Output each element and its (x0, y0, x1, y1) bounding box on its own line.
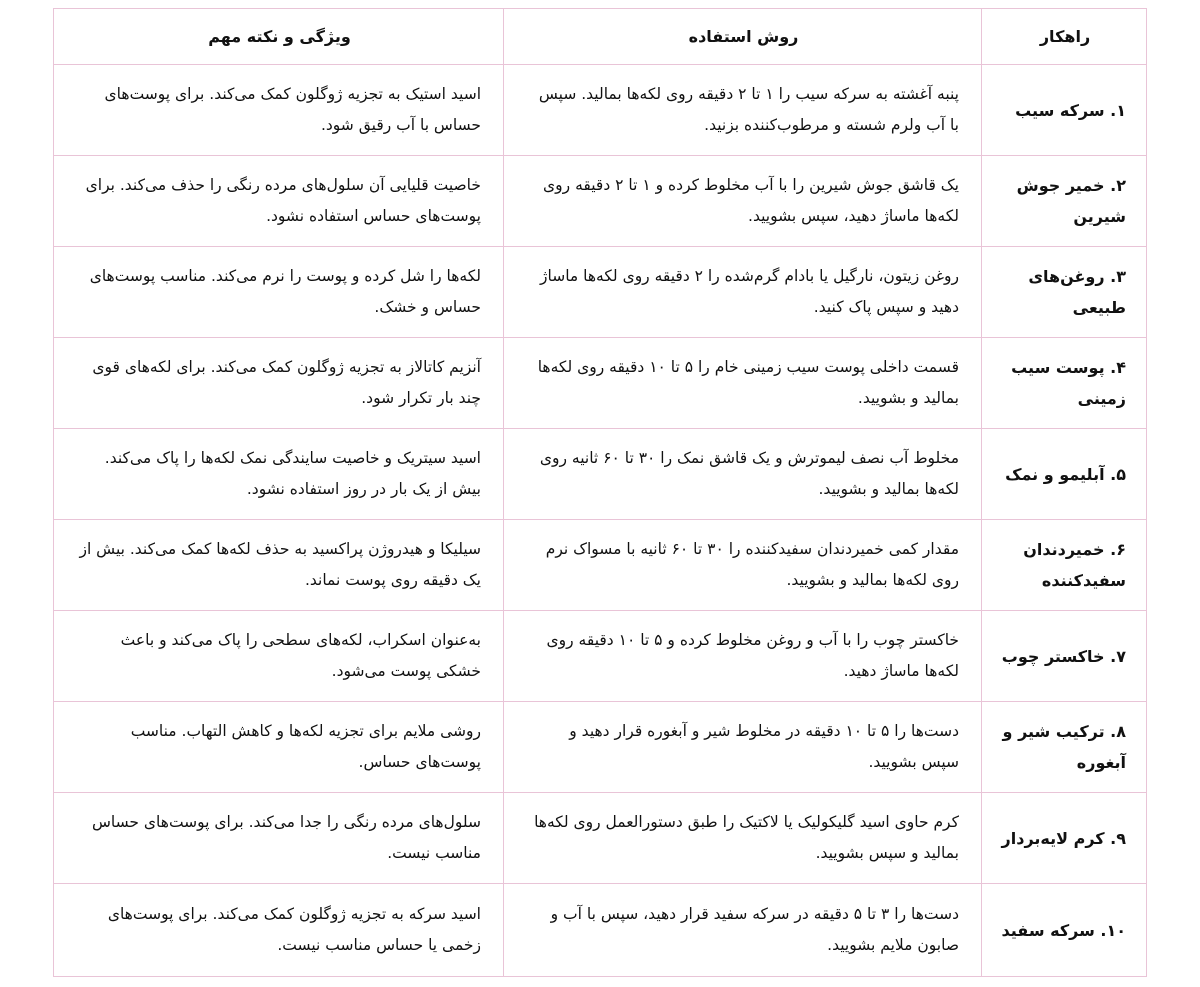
header-remedy: راهکار (982, 9, 1147, 65)
feature-cell: اسید سیتریک و خاصیت سایندگی نمک لکه‌ها را پاک می‌کند. بیش از یک بار در روز استفاده نشود. (54, 429, 504, 520)
feature-cell: آنزیم کاتالاز به تجزیه ژوگلون کمک می‌کند. برای لکه‌های قوی چند بار تکرار شود. (54, 338, 504, 429)
table-row (54, 156, 1147, 247)
method-cell: کرم حاوی اسید گلیکولیک یا لاکتیک را طبق دستورالعمل روی لکه‌ها بمالید و سپس بشویید. (504, 793, 982, 884)
method-cell: پنبه آغشته به سرکه سیب را ۱ تا ۲ دقیقه روی لکه‌ها بمالید. سپس با آب ولرم شسته و مرطوب‌کننده بزنید. (504, 65, 982, 156)
table-row (54, 520, 1147, 611)
feature-cell: اسید سرکه به تجزیه ژوگلون کمک می‌کند. برای پوست‌های زخمی یا حساس مناسب نیست. (54, 884, 504, 977)
remedy-cell: ۳. روغن‌های طبیعی (982, 247, 1147, 338)
feature-cell: به‌عنوان اسکراب، لکه‌های سطحی را پاک می‌کند و باعث خشکی پوست می‌شود. (54, 611, 504, 702)
feature-cell: سیلیکا و هیدروژن پراکسید به حذف لکه‌ها کمک می‌کند. بیش از یک دقیقه روی پوست نماند. (54, 520, 504, 611)
method-cell: یک قاشق جوش شیرین را با آب مخلوط کرده و ۱ تا ۲ دقیقه روی لکه‌ها ماساژ دهید، سپس بشویید. (504, 156, 982, 247)
remedy-cell: ۱۰. سرکه سفید (982, 884, 1147, 977)
method-cell: روغن زیتون، نارگیل یا بادام گرم‌شده را ۲ دقیقه روی لکه‌ها ماساژ دهید و سپس پاک کنید. (504, 247, 982, 338)
remedy-cell: ۸. ترکیب شیر و آبغوره (982, 702, 1147, 793)
table-header-row (54, 9, 1147, 65)
method-cell: مخلوط آب نصف لیموترش و یک قاشق نمک را ۳۰ تا ۶۰ ثانیه روی لکه‌ها بمالید و بشویید. (504, 429, 982, 520)
remedies-table (53, 8, 1147, 977)
table-row (54, 884, 1147, 977)
header-method: روش استفاده (504, 9, 982, 65)
remedy-cell: ۲. خمیر جوش شیرین (982, 156, 1147, 247)
feature-cell: لکه‌ها را شل کرده و پوست را نرم می‌کند. مناسب پوست‌های حساس و خشک. (54, 247, 504, 338)
remedy-cell: ۱. سرکه سیب (982, 65, 1147, 156)
table-row (54, 338, 1147, 429)
header-feature: ویژگی و نکته مهم (54, 9, 504, 65)
remedy-cell: ۴. پوست سیب زمینی (982, 338, 1147, 429)
method-cell: دست‌ها را ۳ تا ۵ دقیقه در سرکه سفید قرار دهید، سپس با آب و صابون ملایم بشویید. (504, 884, 982, 977)
method-cell: قسمت داخلی پوست سیب زمینی خام را ۵ تا ۱۰ دقیقه روی لکه‌ها بمالید و بشویید. (504, 338, 982, 429)
table-row (54, 65, 1147, 156)
table-row (54, 429, 1147, 520)
feature-cell: خاصیت قلیایی آن سلول‌های مرده رنگی را حذف می‌کند. برای پوست‌های حساس استفاده نشود. (54, 156, 504, 247)
remedy-cell: ۷. خاکستر چوب (982, 611, 1147, 702)
method-cell: مقدار کمی خمیردندان سفیدکننده را ۳۰ تا ۶۰ ثانیه با مسواک نرم روی لکه‌ها بمالید و بشویید. (504, 520, 982, 611)
feature-cell: روشی ملایم برای تجزیه لکه‌ها و کاهش التهاب. مناسب پوست‌های حساس. (54, 702, 504, 793)
feature-cell: سلول‌های مرده رنگی را جدا می‌کند. برای پوست‌های حساس مناسب نیست. (54, 793, 504, 884)
table-row (54, 793, 1147, 884)
remedy-cell: ۶. خمیردندان سفیدکننده (982, 520, 1147, 611)
table-row (54, 702, 1147, 793)
remedy-cell: ۹. کرم لایه‌بردار (982, 793, 1147, 884)
remedy-cell: ۵. آبلیمو و نمک (982, 429, 1147, 520)
feature-cell: اسید استیک به تجزیه ژوگلون کمک می‌کند. برای پوست‌های حساس با آب رقیق شود. (54, 65, 504, 156)
table-row (54, 247, 1147, 338)
method-cell: دست‌ها را ۵ تا ۱۰ دقیقه در مخلوط شیر و آبغوره قرار دهید و سپس بشویید. (504, 702, 982, 793)
table-row (54, 611, 1147, 702)
method-cell: خاکستر چوب را با آب و روغن مخلوط کرده و ۵ تا ۱۰ دقیقه روی لکه‌ها ماساژ دهید. (504, 611, 982, 702)
